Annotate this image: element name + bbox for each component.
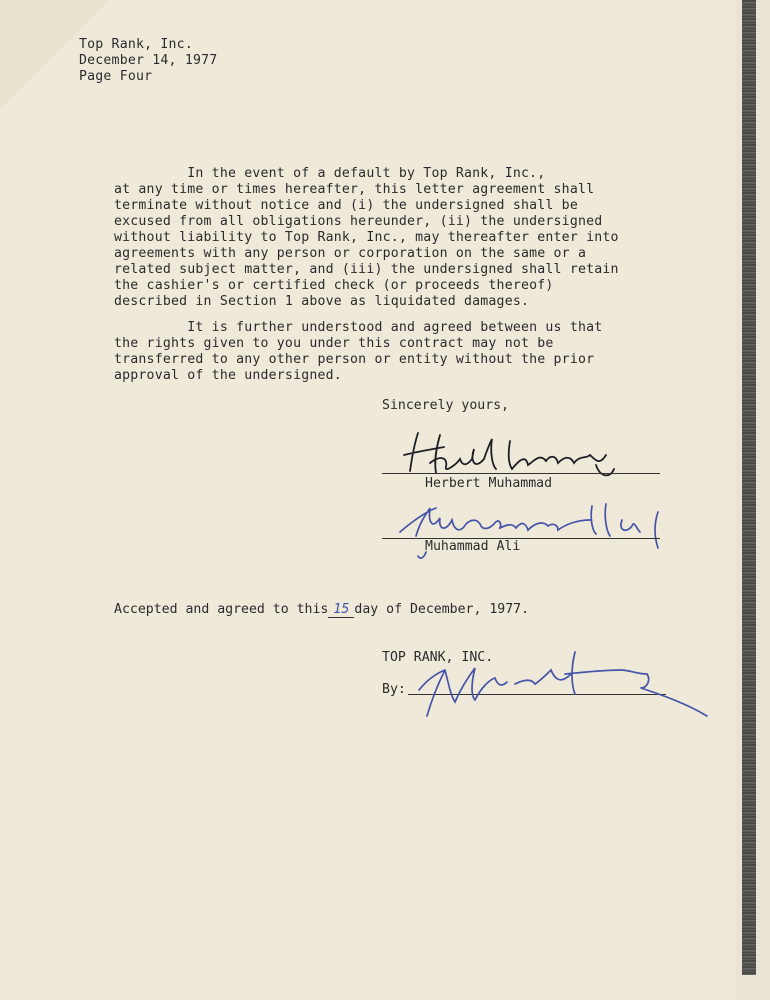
company-name: TOP RANK, INC.: [382, 650, 494, 665]
acceptance-text: day of December, 1977.: [354, 602, 530, 617]
signature-line: [382, 473, 660, 474]
paragraph-line: transferred to any other person or entity without the prior: [114, 352, 595, 367]
paragraph-line: related subject matter, and (iii) the undersigned shall retain: [114, 262, 619, 277]
heading-page: Page Four: [79, 69, 153, 84]
paragraph-line: terminate without notice and (i) the undersigned shall be: [114, 198, 578, 213]
signatory-name: Herbert Muhammad: [425, 476, 553, 491]
closing: Sincerely yours,: [382, 398, 510, 413]
signatory-name: Muhammad Ali: [425, 539, 521, 554]
paragraph-line: described in Section 1 above as liquidated damages.: [114, 294, 530, 309]
acceptance-day: 15: [328, 602, 354, 618]
paragraph-line: In the event of a default by Top Rank, Inc.,: [114, 166, 546, 181]
signature-top-rank: [415, 644, 715, 724]
signature-line: [382, 538, 660, 539]
paragraph-line: without liability to Top Rank, Inc., may thereafter enter into: [114, 230, 619, 245]
paragraph-line: approval of the undersigned.: [114, 368, 342, 383]
by-label: By:: [382, 682, 406, 697]
paragraph-line: at any time or times hereafter, this letter agreement shall: [114, 182, 595, 197]
signature-muhammad-ali: [396, 496, 676, 566]
paragraph-line: the cashier's or certified check (or proceeds thereof): [114, 278, 554, 293]
heading-date: December 14, 1977: [79, 53, 218, 68]
paragraph-line: excused from all obligations hereunder, (ii) the undersigned: [114, 214, 603, 229]
acceptance-line: [114, 602, 529, 618]
paragraph-line: It is further understood and agreed between us that: [114, 320, 603, 335]
scan-edge-shadow: [742, 0, 756, 975]
paragraph-line: the rights given to you under this contract may not be: [114, 336, 554, 351]
paragraph-line: agreements with any person or corporation on the same or a: [114, 246, 587, 261]
heading-company: Top Rank, Inc.: [79, 37, 193, 52]
acceptance-text: Accepted and agreed to this: [114, 602, 329, 617]
